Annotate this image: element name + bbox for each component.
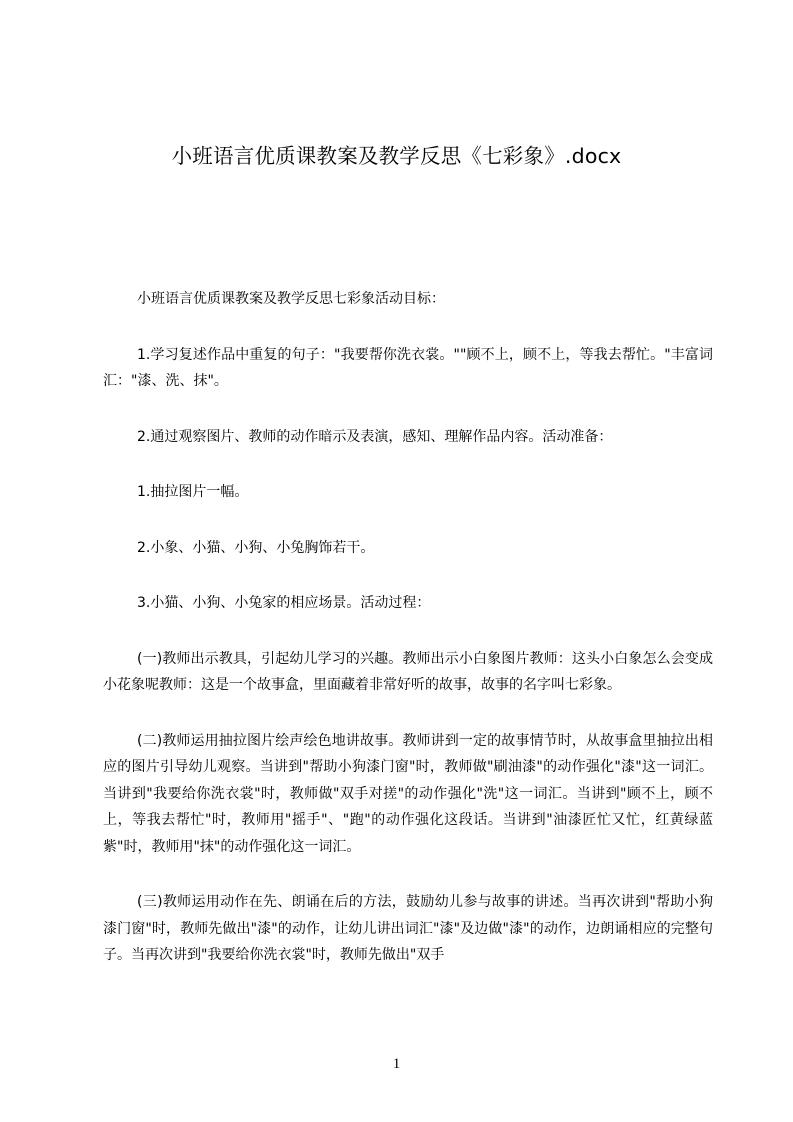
document-body xyxy=(103,286,713,998)
paragraph-step-3: (三)教师运用动作在先、朗诵在后的方法，鼓励幼儿参与故事的讲述。当再次讲到"帮助小狗漆门窗"时，教师先做出"漆"的动作，让幼儿讲出词汇"漆"及边做"漆"的动作，边朗诵相应的完整句子。当再次讲到"我要给你洗衣裳"时，教师先做出"双手 xyxy=(103,894,713,963)
paragraph-intro: 小班语言优质课教案及教学反思七彩象活动目标： xyxy=(137,291,445,307)
page-number: 1 xyxy=(392,1056,401,1072)
paragraph-step-2: (二)教师运用抽拉图片绘声绘色地讲故事。教师讲到一定的故事情节时，从故事盒里抽拉出相应的图片引导幼儿观察。当讲到"帮助小狗漆门窗"时，教师做"刷油漆"的动作强化"漆"这一词汇。当讲到"我要给你洗衣裳"时，教师做"双手对搓"的动作强化"洗"这一词汇。当讲到"顾不上，顾不上，等我去帮忙"时，教师用"摇手"、"跑"的动作强化这段话。当讲到"油漆匠忙又忙，红黄绿蓝紫"时，教师用"抹"的动作强化这一词汇。 xyxy=(103,732,713,855)
document-title: 小班语言优质课教案及教学反思《七彩象》.docx xyxy=(171,144,622,168)
paragraph-prep-1: 1.抽拉图片一幅。 xyxy=(137,484,249,500)
paragraph-prep-3: 3.小猫、小狗、小兔家的相应场景。活动过程： xyxy=(137,595,431,611)
paragraph-goal-2: 2.通过观察图片、教师的动作暗示及表演，感知、理解作品内容。活动准备： xyxy=(137,428,613,445)
paragraph-step-1: (一)教师出示教具，引起幼儿学习的兴趣。教师出示小白象图片教师：这头小白象怎么会变成小花象呢教师：这是一个故事盒，里面藏着非常好听的故事，故事的名字叫七彩象。 xyxy=(103,650,713,693)
paragraph-prep-2: 2.小象、小猫、小狗、小兔胸饰若干。 xyxy=(137,539,375,556)
paragraph-goal-1: 1.学习复述作品中重复的句子："我要帮你洗衣裳。""顾不上，顾不上，等我去帮忙。"丰富词汇："漆、洗、抹"。 xyxy=(103,346,713,389)
